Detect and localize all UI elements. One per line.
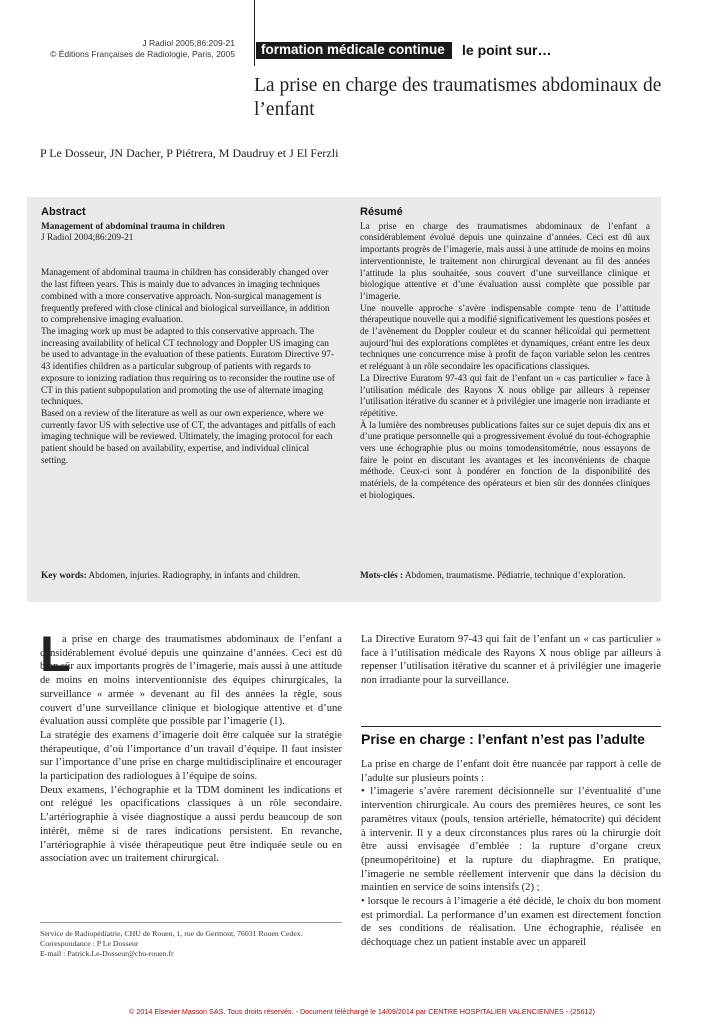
body-paragraph: La stratégie des examens d’imagerie doit être calquée sur la stratégie thérapeutique, d’où l’importance d’un travail d’équipe. Il faut insister sur l’importance d’une prise en charge multidisciplinaire et encourager la participation des radiologues à l’équipe de soins. [40,729,342,783]
body-paragraph: a prise en charge des traumatismes abdominaux de l’enfant a considérablement évolué depuis une quinzaine d’années. Ceci est dû bien sûr aux importants progrès de l’imagerie, mais aussi à une attitude de moins en moins interventionniste des équipes chirurgicales, la surveillance « armée » devenant au fil des années la règle, sous couvert d’une surveillance clinique et biologique attentive et d’une évaluation aussi complète que possible par l’imagerie (1). [40,634,342,728]
section-body [361,758,661,950]
publisher-line: © Éditions Françaises de Radiologie, Paris, 2005 [50,49,235,59]
resume-keywords [360,570,650,582]
email: E-mail : Patrick.Le-Dosseur@chu-rouen.fr [40,949,174,958]
resume-paragraph: La prise en charge des traumatismes abdominaux de l’enfant a considérablement évolué depuis une quinzaine d’années. Ceci est dû aux importants progrès de l’imagerie, mais aussi à une attitude de moins en moins interventionniste, le traitement non chirurgical devenant au fil des années l’attitude la plus souhaitée, sous couvert d’une surveillance clinique et biologique attentive et d’une évaluation aussi complète que possible par l’imagerie. [360,221,650,302]
abstract-paragraph: The imaging work up must be adapted to this conservative approach. The increasing availability of helical CT technology and Doppler US imaging can be used to advantage in the evaluation of these patients. Euratom Directive 97-43 identifies children as a particular subgroup of patients with regards to exposure to ionizing radiation thus requiring us to reconsider the routine use of CT in this patient subpopulation and promoting the use of alternate imaging techniques. [41,327,335,408]
mots-cles-label: Mots-clés : [360,571,404,581]
keywords-text: Abdomen, injuries. Radiography, in infants and children. [88,571,301,581]
body-paragraph: La prise en charge de l’enfant doit être nuancée par rapport à celle de l’adulte sur plusieurs points : [361,759,661,784]
section-label: formation médicale continue [256,42,452,59]
resume-paragraph: À la lumière des nombreuses publications faites sur ce sujet depuis dix ans et d’une pratique personnelle qui a progressivement évolué du tout-échographie vers une échographie plus ou moins tomodensitométrie, nous essayons de faire le point en discutant les avantages et les inconvénients de chaque méthode. Ceux-ci sont à pondérer en fonction de la disponibilité des matériels, de la compétence des opérateurs et bien sûr des données cliniques et biologiques. [360,420,650,501]
abstract-keywords [41,570,337,582]
download-footer: © 2014 Elsevier Masson SAS. Tous droits réservés. - Document téléchargé le 14/09/2014 par CENTRE HOSPITALIER VALENCIENNES - (25612) [129,1007,595,1016]
body-paragraph: Deux examens, l’échographie et la TDM dominent les indications et ont relégué les opacifications classiques à un rôle secondaire. L’artériographie à visée diagnostique a aussi perdu beaucoup de son intérêt, même si de rares indications persistent. En revanche, l’artériographie à visée thérapeutique peut être indiquée seule ou en association avec un traitement chirurgical. [40,784,342,865]
header-divider [254,0,255,66]
abstract-column [41,207,337,467]
correspondance: Correspondance : P Le Dosseur [40,939,139,948]
abstract-ref: J Radiol 2004;86:209-21 [41,233,134,244]
section-heading: Prise en charge : l’enfant n’est pas l’adulte [361,726,661,747]
body-left-column [40,633,342,866]
section-subtitle: le point sur… [462,42,552,58]
body-paragraph: La Directive Euratom 97-43 qui fait de l’enfant un « cas particulier » face à l’utilisation médicale des Rayons X nous oblige par ailleurs à repenser l’utilisation itérative du scanner et à privilégier une imagerie non irradiante pour la surveillance. [361,634,661,687]
abstract-heading: Abstract [41,206,86,218]
mots-cles-text: Abdomen, traumatisme. Pédiatrie, technique d’exploration. [404,571,626,581]
abstract-subtitle: Management of abdominal trauma in children [41,221,225,232]
resume-heading: Résumé [360,206,403,218]
body-paragraph: • l’imagerie s’avère rarement décisionnelle sur l’éventualité d’une intervention chirurgicale. Au cours des premières heures, ce sont les paramètres vitaux (pouls, tension artérielle, hématocrite) qui décident à intervenir. Il y a deux circonstances plus rares où la chirurgie doit être aussi envisagée d’emblée : la rupture d’organe creux (pneumopéritoine) et la rupture du diaphragme. En pratique, l’imagerie ne semble réellement intervenir que dans la décision du maintien en service de soins intensifs (2) ; [361,786,661,894]
resume-paragraph: Une nouvelle approche s’avère indispensable compte tenu de l’attitude thérapeutique nouvelle qui a modifié significativement les questions posées et de l’avènement du Doppler couleur et du scanner hélicoïdal qui permettent aujourd’hui des explorations complètes et dynamiques, créant entre les deux techniques une concurrence mise à profit de façon variable selon les centres et reléguant à un rôle secondaire les opacifications classiques. [360,303,650,373]
drop-cap [40,626,71,682]
abstract-box [27,197,661,602]
affiliation-footnote [40,922,342,959]
article-title: La prise en charge des traumatismes abdominaux de l’enfant [254,75,662,120]
drop-cap-letter: L [40,626,71,682]
journal-ref-line: J Radiol 2005;86:209-21 [142,38,235,48]
resume-paragraph: La Directive Euratom 97-43 qui fait de l’enfant un « cas particulier » face à l’utilisation médicale des Rayons X nous oblige par ailleurs à repenser l’utilisation itérative du scanner et à privilégier une imagerie non irradiante et répétitive. [360,373,650,419]
body-paragraph: • lorsque le recours à l’imagerie a été décidé, le choix du bon moment est primordial. La performance d’un examen est directement fonction de ses conditions de réalisation. Une échographie, réalisée en déchoquage chez un patient instable avec un appareil [361,896,661,949]
abstract-paragraph: Based on a review of the literature as well as our own experience, where we currently favor US with selective use of CT, the advantages and pitfalls of each imaging technique will be reviewed. Ultimately, the imaging protocol for each patient should be based on availability, expertise, and individual clinical setting. [41,408,336,466]
journal-reference [30,38,235,60]
resume-column [360,207,650,503]
affiliation: Service de Radiopédiatrie, CHU de Rouen, 1, rue de Germont, 76031 Rouen Cedex. [40,929,303,938]
keywords-label: Key words: [41,571,87,581]
abstract-paragraph: Management of abdominal trauma in children has considerably changed over the last fifteen years. This is mainly due to advances in imaging techniques combined with a more conservative approach. Non-surgical management is frequently prefered with close clinical and biological surveillance, in addition to comprehensive imaging evaluation. [41,268,330,326]
body-right-column [361,633,661,688]
authors: P Le Dosseur, JN Dacher, P Piétrera, M Daudruy et J El Ferzli [40,146,339,160]
